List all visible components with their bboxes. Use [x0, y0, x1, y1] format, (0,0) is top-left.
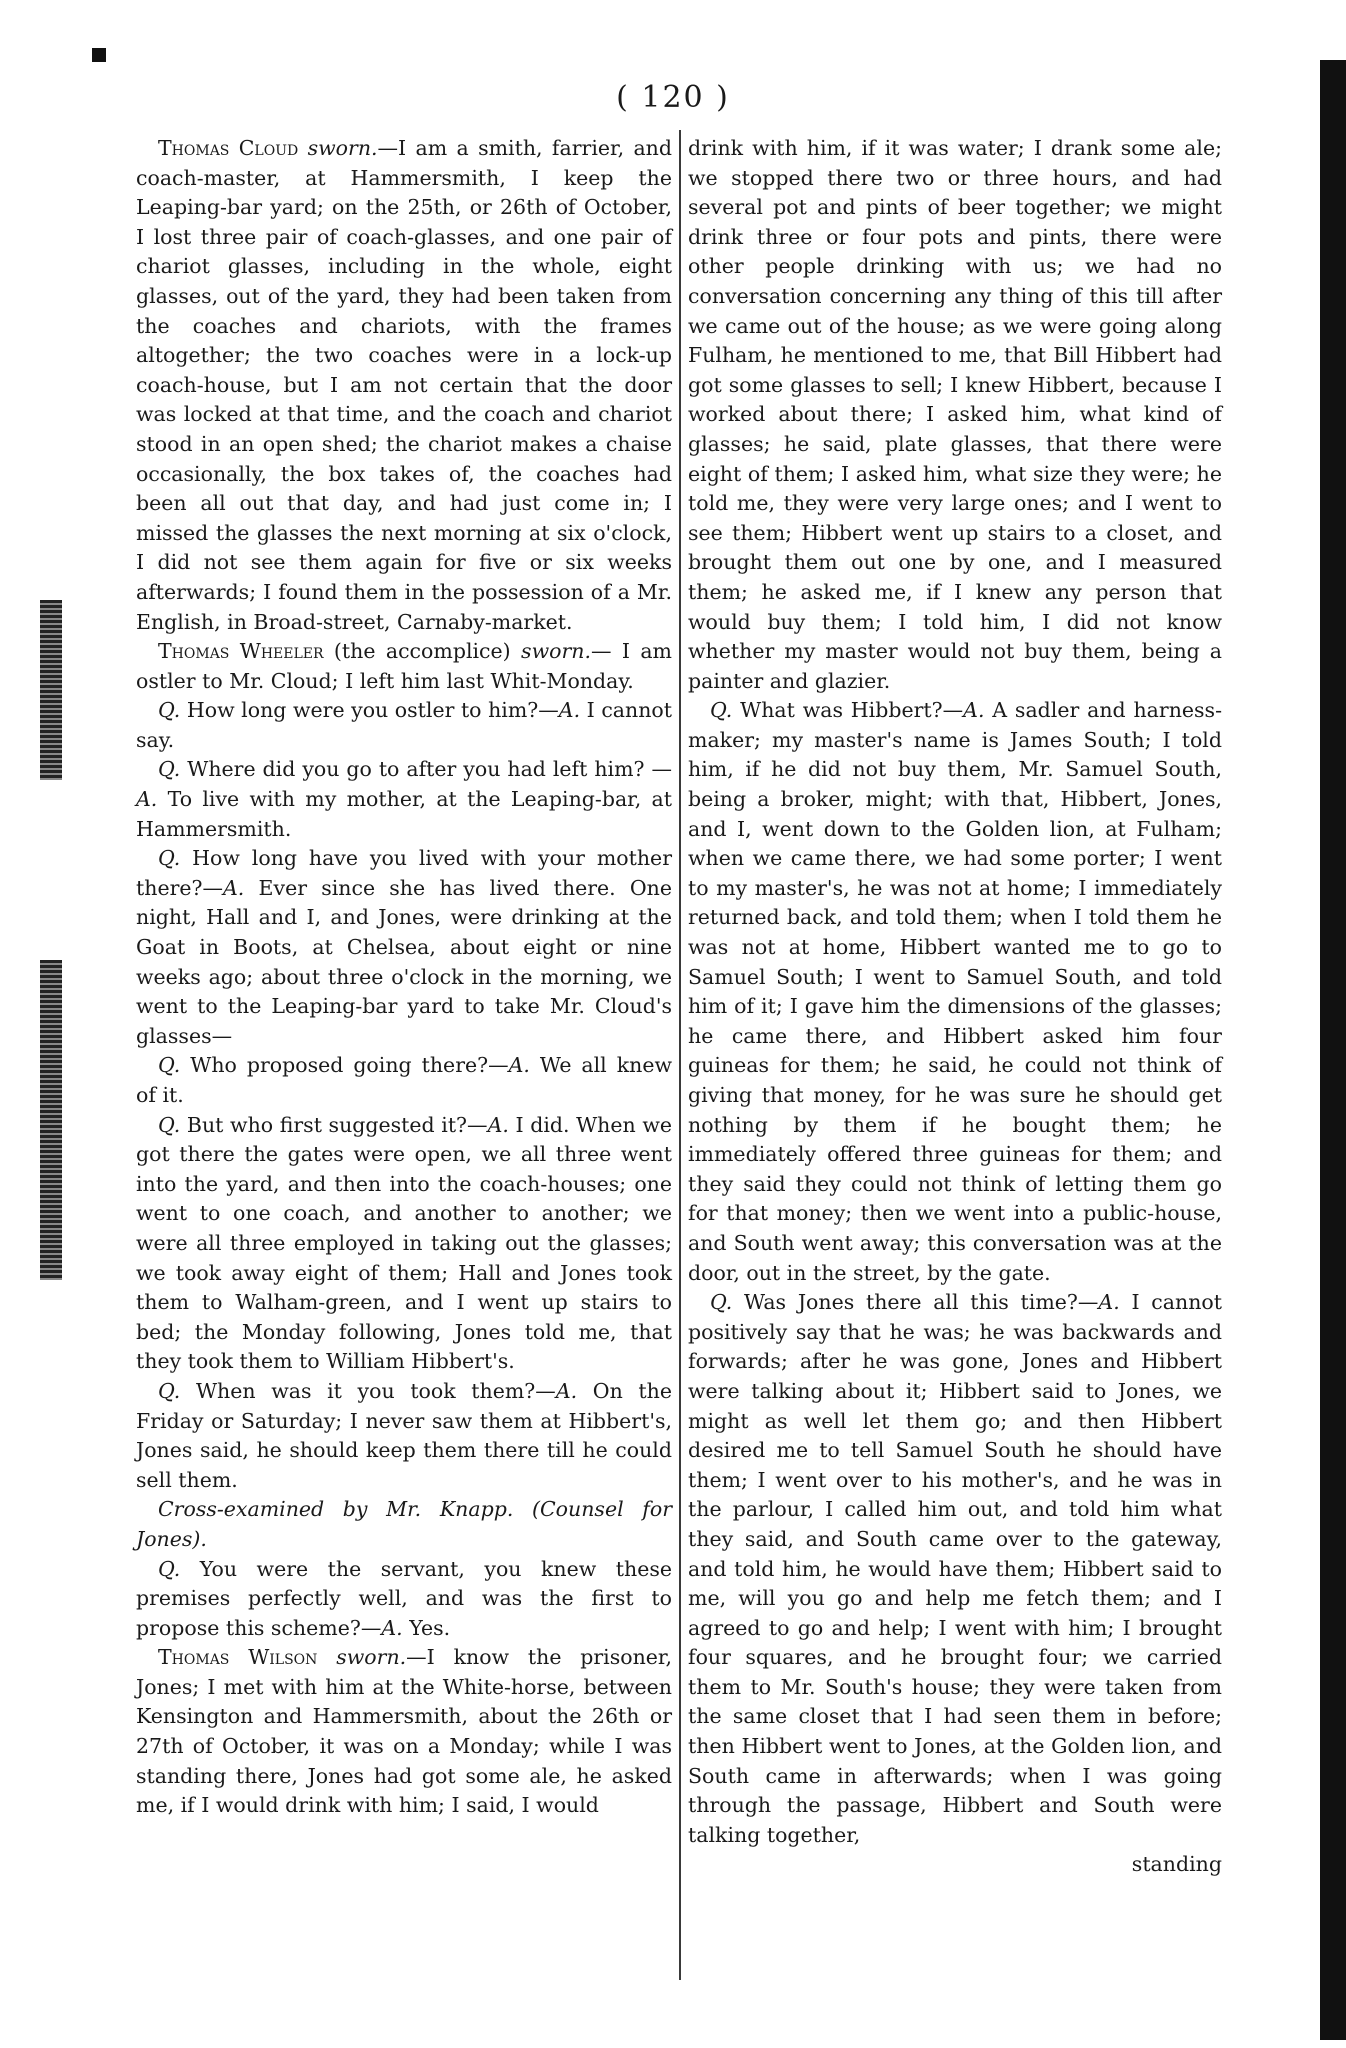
answer-marker: A.: [508, 1053, 530, 1078]
question-text: Who proposed going there?—: [180, 1053, 509, 1078]
question-marker: Q.: [158, 1053, 181, 1078]
paragraph-qa: [688, 696, 1222, 1288]
answer-text: Yes.: [402, 1615, 451, 1640]
witness-name: Thomas Wheeler: [158, 639, 324, 664]
right-column: [688, 134, 1222, 1880]
question-text: But who first suggested it?—: [180, 1112, 488, 1137]
scan-edge-left-lower: [40, 960, 62, 1280]
witness-role: (the accomplice): [323, 639, 522, 664]
answer-text: A sadler and harness-maker; my master's name is James South; I told him, if he did not buy them, Mr. Samuel South, being a broker, might; with that, Hibbert, Jones, and I, went down to the Golden lion, at Fulham; when we came there, we had some porter; I went to my master's, he was not at home; I immediately returned back, and told them; when I told them he was not at home, Hibbert wanted me to go to Samuel South; I went to Samuel South, and told him of it; I gave him the dimensions of the glasses; he came there, and Hibbert asked him four guineas for them; he said, he could not think of giving that money, for he was sure he should get nothing by them if he bought them; he immediately offered three guineas for them; and they said they could not think of letting them go for that money; then we went into a public-house, and South went away; this conversation was at the door, out in the street, by the gate.: [688, 698, 1223, 1285]
testimony-text: —I am a smith, farrier, and coach-master, at Hammersmith, I keep the Leaping-bar yard; on the 25th, or 26th of October, I lost three pair of coach-glasses, and one pair of chariot glasses, including in the whole, eight glasses, out of the yard, they had been taken from the coaches and chariots, with the frames altogether; the two coaches were in a lock-up coach-house, but I am not certain that the door was locked at that time, and the coach and chariot stood in an open shed; the chariot makes a chaise occasionally, the box takes of, the coaches had been all out that day, and had just come in; I missed the glasses the next morning at six o'clock, I did not see them again for five or six weeks afterwards; I found them in the possession of a Mr. English, in Broad-street, Carnaby-market.: [136, 136, 672, 634]
question-text: What was Hibbert?—: [732, 698, 964, 723]
page-number-header: ( 120 ): [616, 80, 730, 115]
sworn-label: sworn.: [521, 639, 591, 664]
paragraph-qa: [136, 755, 672, 844]
sworn-label: sworn.: [336, 1645, 407, 1670]
paragraph-testimony-wilson: [136, 1643, 672, 1821]
scan-edge-right: [1320, 60, 1346, 2040]
question-marker: Q.: [158, 1112, 181, 1137]
answer-text: To live with my mother, at the Leaping-bar, at Hammersmith.: [136, 787, 672, 841]
answer-marker: A.: [223, 875, 245, 900]
answer-marker: A.: [1098, 1290, 1120, 1315]
question-marker: Q.: [158, 1378, 181, 1403]
paragraph-qa: [136, 844, 672, 1051]
sworn-label: sworn.: [307, 136, 378, 160]
column-divider: [679, 130, 681, 1980]
question-text: You were the servant, you knew these premises perfectly well, and was the first to propose this scheme?—: [136, 1556, 672, 1640]
testimony-text: —I know the prisoner, Jones; I met with him at the White-horse, between Kensington and Hammersmith, about the 26th or 27th of October, it was on a Monday; while I was standing there, Jones had got some ale, he asked me, if I would drink with him; I said, I would: [136, 1645, 672, 1818]
answer-text: Ever since she has lived there. One night, Hall and I, and Jones, were drinking at the Goat in Boots, at Chelsea, about eight or nine weeks ago; about three o'clock in the morning, we went to the Leaping-bar yard to take Mr. Cloud's glasses—: [136, 875, 672, 1048]
answer-marker: A.: [136, 787, 158, 812]
testimony-text: — I am ostler to Mr. Cloud; I left him last Whit-Monday.: [136, 639, 672, 693]
question-text: Was Jones there all this time?—: [732, 1290, 1099, 1315]
question-marker: Q.: [158, 1556, 181, 1581]
paragraph-qa: [136, 1111, 672, 1377]
answer-text: I cannot positively say that he was; he was backwards and forwards; after he was gone, Jones and Hibbert were talking about it; Hibbert said to Jones, we might as well let them go; and then Hibbert desired me to tell Samuel South he should have them; I went over to his mother's, and he was in the parlour, I called him out, and told him what they said, and South came over to the gateway, and told him, he would have them; Hibbert said to me, will you go and help me fetch them; and I agreed to go and help; I went with him; I brought four squares, and he brought four; we carried them to Mr. South's house; they were taken from the same closet that I had seen them in before; then Hibbert went to Jones, at the Golden lion, and South came in afterwards; when I was going through the passage, Hibbert and South were talking together,: [688, 1290, 1222, 1847]
question-marker: Q.: [158, 698, 181, 723]
answer-text: I did. When we got there the gates were open, we all three went into the yard, and then into the coach-houses; one went to one coach, and another to another; we were all three employed in taking out the glasses; we took away eight of them; Hall and Jones took them to Walham-green, and I went up stairs to bed; the Monday following, Jones told me, that they took them to William Hibbert's.: [136, 1112, 672, 1374]
paragraph-testimony-cloud: [136, 134, 672, 637]
scan-edge-left-upper: [40, 600, 62, 780]
paragraph-continuation: drink with him, if it was water; I drank some ale; we stopped there two or three hours, and had several pot and pints of beer together; we might drink three or four pots and pints, there were other people drinking with us; we had no conversation concerning any thing of this till after we came out of the house; as we were going along Fulham, he mentioned to me, that Bill Hibbert had got some glasses to sell; I knew Hibbert, because I worked about there; I asked him, what kind of glasses; he said, plate glasses, that there were eight of them; I asked him, what size they were; he told me, they were very large ones; and I went to see them; Hibbert went up stairs to a closet, and brought them out one by one, and I measured them; he asked me, if I knew any person that would buy them; I told him, I did not know whether my master would not buy them, being a painter and glazier.: [688, 136, 1222, 693]
answer-marker: A.: [963, 698, 985, 723]
catchword: standing: [1131, 1852, 1222, 1877]
question-text: How long have you lived with your mother there?—: [136, 846, 672, 900]
answer-text: We all knew of it.: [136, 1053, 673, 1107]
scan-corner-mark: [92, 48, 106, 62]
paragraph-qa: [136, 1555, 672, 1644]
witness-name: Thomas Cloud: [158, 136, 299, 160]
left-column: [136, 134, 672, 1821]
paragraph-testimony-wheeler: [136, 637, 672, 696]
question-marker: Q.: [710, 698, 733, 723]
paragraph-qa: [136, 1377, 672, 1495]
question-text: When was it you took them?—: [180, 1378, 556, 1403]
witness-name: Thomas Wilson: [158, 1645, 318, 1670]
paragraph-qa: [136, 1051, 672, 1110]
question-marker: Q.: [158, 757, 181, 782]
answer-text: On the Friday or Saturday; I never saw them at Hibbert's, Jones said, he should keep them there till he could sell them.: [136, 1378, 672, 1492]
answer-marker: A.: [555, 1378, 578, 1403]
answer-marker: A.: [381, 1615, 403, 1640]
paragraph-qa: [688, 1288, 1222, 1850]
answer-text: I cannot say.: [136, 698, 673, 752]
paragraph-qa: [136, 696, 672, 755]
question-marker: Q.: [158, 846, 181, 871]
answer-marker: A.: [487, 1112, 509, 1137]
question-text: Where did you go to after you had left him? —: [180, 757, 672, 782]
answer-marker: A.: [558, 698, 581, 723]
question-text: How long were you ostler to him?—: [180, 698, 559, 723]
cross-examination-heading: Cross-examined by Mr. Knapp. (Counsel for Jones).: [136, 1497, 672, 1551]
question-marker: Q.: [710, 1290, 733, 1315]
